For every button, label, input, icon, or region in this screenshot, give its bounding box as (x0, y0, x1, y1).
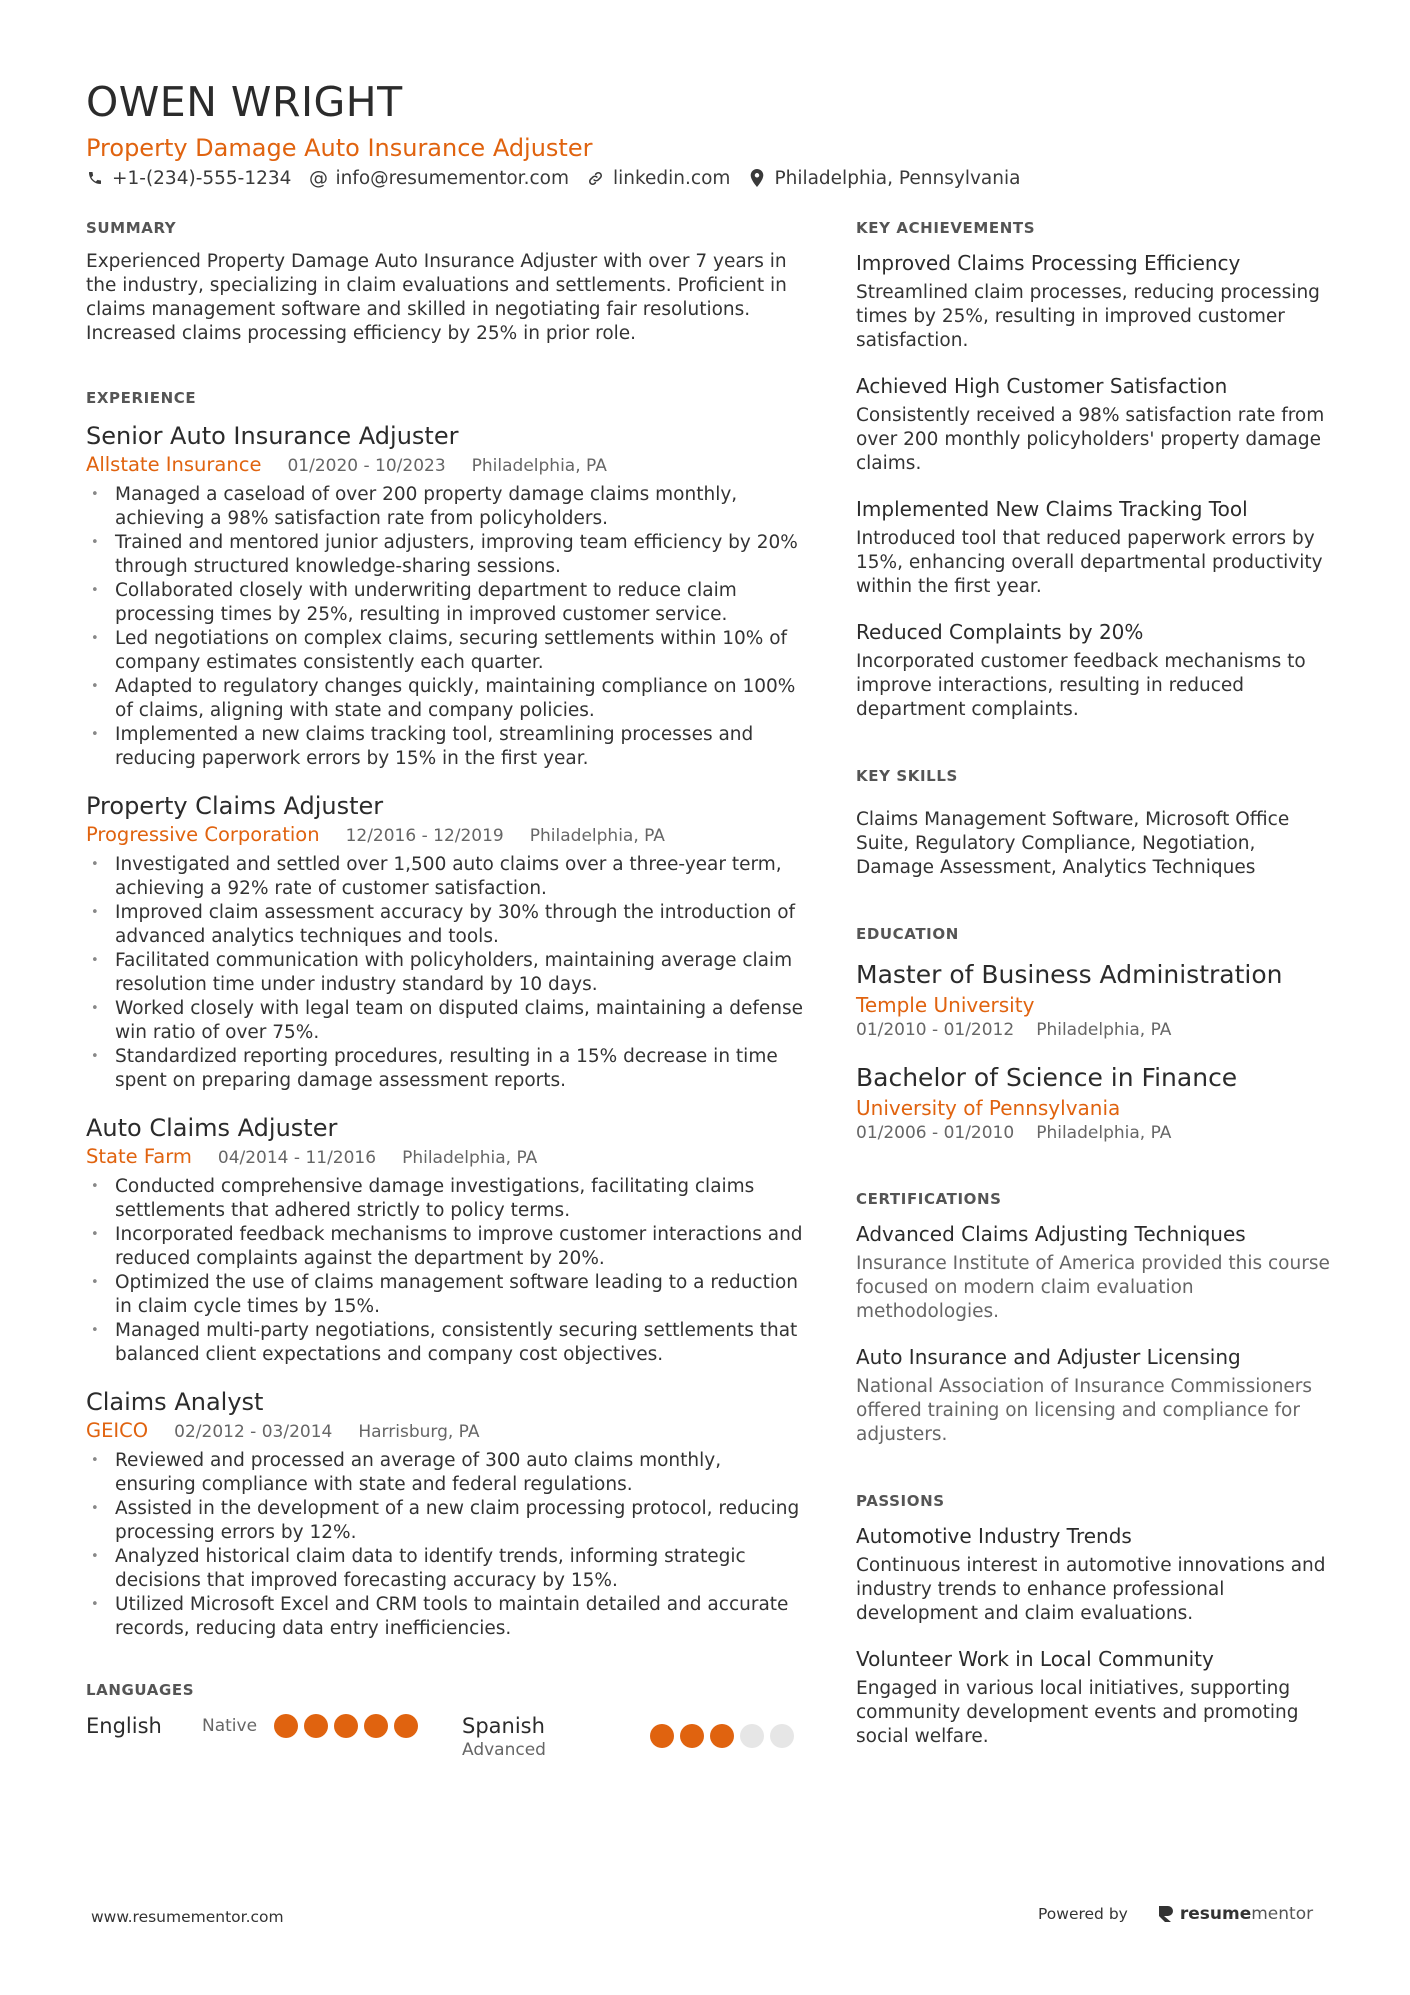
language-level: Native (202, 1716, 258, 1736)
rating-dot-empty (770, 1724, 794, 1748)
passion-desc: Continuous interest in automotive innovations and industry trends to enhance professional development and claim evaluations. (856, 1555, 1326, 1624)
certification-desc: National Association of Insurance Commissioners offered training on licensing and compliance for adjusters. (856, 1376, 1313, 1445)
bullet-item: • Reviewed and processed an average of 300 auto claims monthly, ensuring compliance with state and federal regulations. (86, 1449, 804, 1497)
job-meta (86, 822, 804, 849)
contact-location (748, 168, 1020, 189)
education-meta (856, 1121, 1330, 1145)
job-entry (86, 420, 804, 771)
job-company: Progressive Corporation (86, 823, 320, 846)
bullet-item: • Utilized Microsoft Excel and CRM tools to maintain detailed and accurate records, reducing data entry inefficiencies. (86, 1593, 804, 1641)
language-item (462, 1712, 546, 1760)
link-icon (587, 169, 605, 187)
achievements-section (856, 218, 1330, 722)
experience-section (86, 388, 804, 1641)
footer-powered (1038, 1904, 1313, 1924)
location-pin-icon (748, 169, 766, 187)
job-location: Harrisburg, PA (358, 1422, 480, 1442)
bullet-item: • Managed multi-party negotiations, consistently securing settlements that balanced client expectations and company cost objectives. (86, 1319, 804, 1367)
certification-title: Auto Insurance and Adjuster Licensing (856, 1345, 1241, 1369)
languages-section (86, 1680, 804, 1772)
achievements-heading: KEY ACHIEVEMENTS (856, 219, 1036, 237)
language-level: Advanced (462, 1740, 546, 1760)
rating-dot-filled (680, 1724, 704, 1748)
brand-bold: resume (1179, 1904, 1252, 1924)
achievement-title: Improved Claims Processing Efficiency (856, 251, 1241, 275)
job-company: GEICO (86, 1419, 149, 1442)
experience-heading: EXPERIENCE (86, 389, 197, 407)
summary-section (86, 218, 804, 346)
achievement-desc: Streamlined claim processes, reducing processing times by 25%, resulting in improved customer satisfaction. (856, 282, 1320, 351)
job-title: Auto Claims Adjuster (86, 1114, 338, 1142)
bullet-item: • Improved claim assessment accuracy by 30% through the introduction of advanced analytics techniques and tools. (86, 901, 804, 949)
education-location: Philadelphia, PA (1036, 1020, 1172, 1040)
passion-item (856, 1522, 1330, 1626)
contact-email[interactable] (309, 168, 569, 189)
contact-linkedin[interactable] (587, 168, 730, 189)
rating-dot-filled (304, 1714, 328, 1738)
job-dates: 02/2012 - 03/2014 (174, 1422, 333, 1442)
bullet-item: • Managed a caseload of over 200 property damage claims monthly, achieving a 98% satisfaction rate from policyholders. (86, 483, 804, 531)
achievement-item (856, 618, 1330, 722)
education-dates: 01/2010 - 01/2012 (856, 1020, 1015, 1040)
passion-item (856, 1645, 1330, 1749)
bullet-item: • Analyzed historical claim data to identify trends, informing strategic decisions that improved forecasting accuracy by 15%. (86, 1545, 804, 1593)
right-column (856, 218, 1330, 1749)
job-dates: 04/2014 - 11/2016 (217, 1148, 377, 1168)
summary-text: Experienced Property Damage Auto Insurance Adjuster with over 7 years in the industry, specializing in claim evaluations and settlements. Proficient in claims management software and skilled in negotiating fair resolutions. Increased claims processing efficiency by 25% in prior role. (86, 251, 787, 344)
rating-dot-filled (650, 1724, 674, 1748)
phone-text: +1-(234)-555-1234 (112, 167, 292, 189)
achievement-title: Implemented New Claims Tracking Tool (856, 497, 1248, 521)
job-entry (86, 1386, 804, 1641)
achievement-desc: Consistently received a 98% satisfaction rate from over 200 monthly policyholders' property damage claims. (856, 405, 1325, 474)
certification-title: Advanced Claims Adjusting Techniques (856, 1222, 1246, 1246)
rating-dot-empty (740, 1724, 764, 1748)
phone-icon (86, 169, 104, 187)
skills-heading: KEY SKILLS (856, 767, 958, 785)
job-bullets (86, 1175, 804, 1367)
job-entry (86, 1112, 804, 1367)
summary-heading: SUMMARY (86, 219, 177, 237)
language-rating (650, 1724, 800, 1748)
job-bullets (86, 1449, 804, 1641)
bullet-item: • Led negotiations on complex claims, securing settlements within 10% of company estimates consistently each quarter. (86, 627, 804, 675)
education-section (856, 924, 1330, 1145)
language-level-wrap (202, 1716, 257, 1736)
language-item (86, 1712, 162, 1740)
certifications-section (856, 1189, 1330, 1447)
bullet-item: • Worked closely with legal team on disputed claims, maintaining a defense win ratio of over 75%. (86, 997, 804, 1045)
job-meta (86, 1144, 804, 1171)
brand-logo[interactable] (1158, 1904, 1313, 1924)
passion-desc: Engaged in various local initiatives, supporting community development events and promoting social welfare. (856, 1678, 1299, 1747)
education-item (856, 958, 1330, 1042)
passions-heading: PASSIONS (856, 1492, 945, 1510)
job-dates: 12/2016 - 12/2019 (345, 826, 504, 846)
contact-phone (86, 168, 291, 189)
passions-section (856, 1491, 1330, 1749)
achievement-desc: Incorporated customer feedback mechanisms to improve interactions, resulting in reduced department complaints. (856, 651, 1306, 720)
bullet-item: • Collaborated closely with underwriting department to reduce claim processing times by 25%, resulting in improved customer service. (86, 579, 804, 627)
rating-dot-filled (394, 1714, 418, 1738)
bullet-item: • Adapted to regulatory changes quickly, maintaining compliance on 100% of claims, aligning with state and company policies. (86, 675, 804, 723)
skills-text: Claims Management Software, Microsoft Office Suite, Regulatory Compliance, Negotiation, Damage Assessment, Analytics Techniques (856, 809, 1290, 878)
education-degree: Master of Business Administration (856, 960, 1283, 989)
achievement-title: Achieved High Customer Satisfaction (856, 374, 1228, 398)
bullet-item: • Implemented a new claims tracking tool, streamlining processes and reducing paperwork errors by 15% in the first year. (86, 723, 804, 771)
education-meta (856, 1018, 1330, 1042)
education-heading: EDUCATION (856, 925, 959, 943)
linkedin-text: linkedin.com (612, 167, 731, 189)
certifications-heading: CERTIFICATIONS (856, 1190, 1002, 1208)
contact-bar (86, 164, 1038, 192)
brand-logo-icon (1158, 1905, 1174, 1923)
job-location: Philadelphia, PA (471, 456, 607, 476)
achievement-title: Reduced Complaints by 20% (856, 620, 1144, 644)
education-school: Temple University (856, 993, 1035, 1017)
job-entry (86, 790, 804, 1093)
rating-dot-filled (710, 1724, 734, 1748)
language-name: English (86, 1714, 162, 1738)
languages-row (86, 1712, 804, 1772)
job-company: Allstate Insurance (86, 453, 262, 476)
bullet-item: • Assisted in the development of a new claim processing protocol, reducing processing errors by 12%. (86, 1497, 804, 1545)
passion-title: Volunteer Work in Local Community (856, 1647, 1214, 1671)
job-location: Philadelphia, PA (529, 826, 665, 846)
bullet-item: • Facilitated communication with policyholders, maintaining average claim resolution time under industry standard by 10 days. (86, 949, 804, 997)
candidate-title: Property Damage Auto Insurance Adjuster (86, 134, 593, 162)
education-school: University of Pennsylvania (856, 1096, 1121, 1120)
certification-item (856, 1343, 1330, 1447)
language-name: Spanish (462, 1714, 545, 1738)
education-dates: 01/2006 - 01/2010 (856, 1123, 1015, 1143)
job-meta (86, 1418, 804, 1445)
at-sign-icon: @ (308, 167, 328, 189)
achievement-item (856, 249, 1330, 353)
certification-desc: Insurance Institute of America provided this course focused on modern claim evaluation methodologies. (856, 1253, 1330, 1322)
brand-light: mentor (1251, 1904, 1314, 1924)
bullet-item: • Trained and mentored junior adjusters, improving team efficiency by 20% through structured knowledge-sharing sessions. (86, 531, 804, 579)
location-text: Philadelphia, Pennsylvania (774, 167, 1021, 189)
bullet-item: • Optimized the use of claims management software leading to a reduction in claim cycle times by 15%. (86, 1271, 804, 1319)
education-degree: Bachelor of Science in Finance (856, 1063, 1238, 1092)
passion-title: Automotive Industry Trends (856, 1524, 1132, 1548)
job-location: Philadelphia, PA (402, 1148, 538, 1168)
job-company: State Farm (86, 1145, 192, 1168)
education-item (856, 1061, 1330, 1145)
bullet-item: • Standardized reporting procedures, resulting in a 15% decrease in time spent on preparing damage assessment reports. (86, 1045, 804, 1093)
skills-section (856, 766, 1330, 880)
achievement-item (856, 372, 1330, 476)
achievement-item (856, 495, 1330, 599)
rating-dot-filled (274, 1714, 298, 1738)
job-bullets (86, 853, 804, 1093)
certification-item (856, 1220, 1330, 1324)
languages-heading: LANGUAGES (86, 1681, 195, 1699)
bullet-item: • Incorporated feedback mechanisms to improve customer interactions and reduced complaints against the department by 20%. (86, 1223, 804, 1271)
email-text: info@resumementor.com (335, 167, 569, 189)
language-rating (274, 1714, 424, 1738)
education-location: Philadelphia, PA (1036, 1123, 1172, 1143)
bullet-item: • Investigated and settled over 1,500 auto claims over a three-year term, achieving a 92% rate of customer satisfaction. (86, 853, 804, 901)
job-meta (86, 452, 804, 479)
achievement-desc: Introduced tool that reduced paperwork errors by 15%, enhancing overall departmental productivity within the first year. (856, 528, 1323, 597)
job-dates: 01/2020 - 10/2023 (287, 456, 446, 476)
job-title: Senior Auto Insurance Adjuster (86, 422, 459, 450)
rating-dot-filled (364, 1714, 388, 1738)
job-bullets (86, 483, 804, 771)
rating-dot-filled (334, 1714, 358, 1738)
footer-website[interactable]: www.resumementor.com (91, 1908, 284, 1926)
left-column (86, 218, 804, 1641)
powered-by-label: Powered by (1038, 1905, 1128, 1923)
job-title: Property Claims Adjuster (86, 792, 384, 820)
candidate-name: OWEN WRIGHT (86, 78, 403, 126)
job-title: Claims Analyst (86, 1388, 264, 1416)
bullet-item: • Conducted comprehensive damage investigations, facilitating claims settlements that adhered strictly to policy terms. (86, 1175, 804, 1223)
